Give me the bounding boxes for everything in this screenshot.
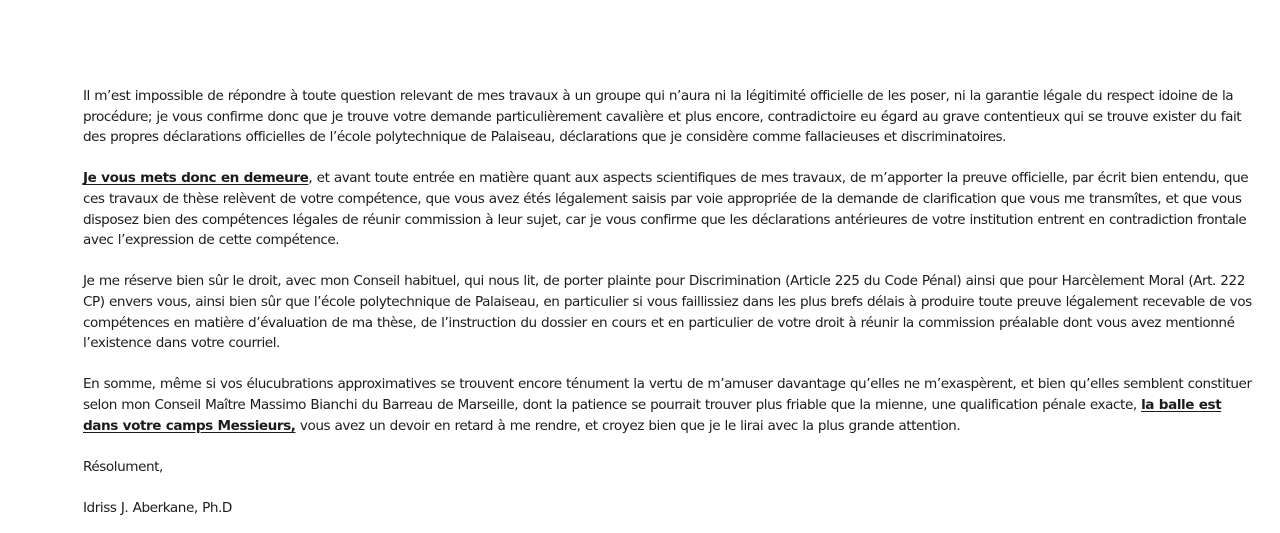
paragraph-text: Je me réserve bien sûr le droit, avec mon Conseil habituel, qui nous lit, de porter plainte pour Discrimination (Article 225 du Code Pénal) ainsi que pour Harcèlement Moral (Art. 222 CP) envers vous, ainsi bien sûr que l’école polytechnique de Palaiseau, en particulier si vous faillissiez dans les plus brefs délais à produire toute preuve légalement recevable de vos compétences en matière d’évaluation de ma thèse, de l’instruction du dossier en cours et en particulier de votre droit à réunir la commission préalable dont vous avez mentionné l’existence dans votre courriel. (83, 273, 1252, 352)
paragraph-legal-reservation (83, 271, 1253, 353)
paragraph-text: , et avant toute entrée en matière quant aux aspects scientifiques de mes travaux, de m’apporter la preuve officielle, par écrit bien entendu, que ces travaux de thèse relèvent de votre compétence, que vous avez étés légalement saisis par voie appropriée de la demande de clarification que vous me transmîtes, et que vous disposez bien des compétences légales de réunir commission à leur sujet, car je vous confirme que les déclarations antérieures de votre institution entrent en contradiction frontale avec l’expression de cette compétence. (83, 170, 1249, 249)
ball-in-your-court-emphasis: la balle est dans votre camps Messieurs, (83, 396, 1222, 434)
paragraph-summary (83, 374, 1253, 436)
paragraph-text: vous avez un devoir en retard à me rendre, et croyez bien que je le lirai avec la plus grande attention. (295, 417, 961, 434)
formal-notice-emphasis: Je vous mets donc en demeure (83, 170, 309, 187)
closing-salutation: Résolument, (83, 458, 163, 475)
paragraph-text: Il m’est impossible de répondre à toute question relevant de mes travaux à un groupe qui n’aura ni la légitimité officielle de les poser, ni la garantie légale du respect idoine de la procédure; je vous confirme donc que je trouve votre demande particulièrement cavalière et plus encore, contradictoire eu égard au grave contentieux qui se trouve exister du fait des propres déclarations officielles de l’école polytechnique de Palaiseau, déclarations que je considère comme fallacieuses et discriminatoires. (83, 88, 1242, 146)
signature: Idriss J. Aberkane, Ph.D (83, 499, 232, 516)
paragraph-formal-notice (83, 168, 1253, 250)
paragraph-refusal (83, 86, 1253, 148)
letter-body (83, 86, 1253, 518)
paragraph-text: En somme, même si vos élucubrations approximatives se trouvent encore ténument la vertu de m’amuser davantage qu’elles ne m’exaspèrent, et bien qu’elles semblent constituer selon mon Conseil Maître Massimo Bianchi du Barreau de Marseille, dont la patience se pourrait trouver plus friable que la mienne, une qualification pénale exacte, (83, 376, 1252, 413)
